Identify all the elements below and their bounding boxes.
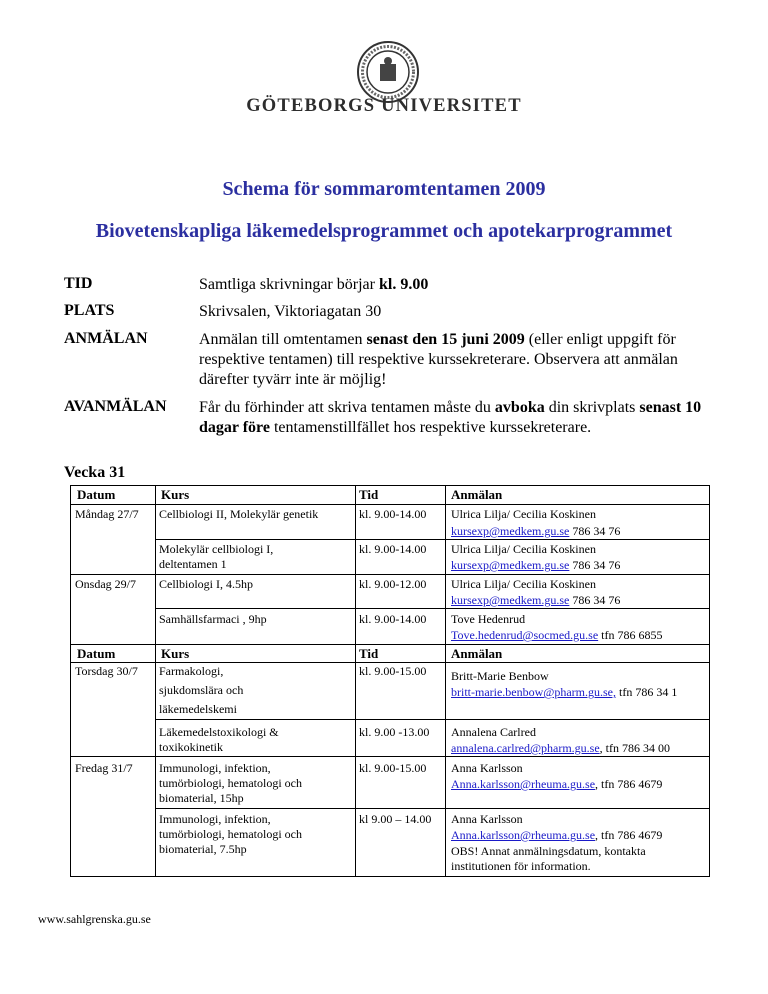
row-email-line: kursexp@medkem.gu.se 786 34 76 [451, 524, 621, 538]
row-contact: Tove Hedenrud [451, 612, 526, 626]
plats-label: PLATS [64, 302, 115, 319]
email-link[interactable]: Anna.karlsson@rheuma.gu.se [451, 777, 596, 791]
tid-label: TID [64, 275, 93, 292]
header-anmalan-2: Anmälan [451, 646, 503, 661]
avanmalan-text: Får du förhinder att skriva tentamen måste du avboka din skrivplats senast 10 dagar före tentamenstillfället hos respektive kurssekreterare. [199, 399, 702, 436]
avanmalan-label: AVANMÄLAN [64, 398, 167, 415]
row-kurs: Cellbiologi I, 4.5hp [159, 577, 253, 591]
row-kurs-line2: deltentamen 1 [159, 557, 227, 571]
plats-text: Skrivsalen, Viktoriagatan 30 [199, 303, 382, 320]
row-kurs: Samhällsfarmaci , 9hp [159, 612, 267, 626]
row-contact: Annalena Carlred [451, 725, 536, 739]
email-link[interactable]: Tove.hedenrud@socmed.gu.se [451, 628, 599, 642]
tid-text: Samtliga skrivningar börjar kl. 9.00 [199, 276, 429, 293]
header-datum-2: Datum [77, 646, 116, 661]
row-note-line2: institutionen för information. [451, 859, 591, 873]
email-link[interactable]: kursexp@medkem.gu.se [451, 558, 570, 572]
row-tid: kl 9.00 – 14.00 [359, 812, 432, 826]
schedule-table [70, 485, 710, 877]
anmalan-label: ANMÄLAN [64, 330, 148, 347]
row-email-line: annalena.carlred@pharm.gu.se, tfn 786 34 00 [451, 741, 670, 755]
row-email-line: kursexp@medkem.gu.se 786 34 76 [451, 593, 621, 607]
row-kurs: Molekylär cellbiologi I, [159, 542, 274, 556]
footer-url: www.sahlgrenska.gu.se [38, 912, 151, 926]
row-tid: kl. 9.00-15.00 [359, 664, 427, 678]
row-kurs-line2: sjukdomslära och [159, 683, 244, 697]
row-tid: kl. 9.00-15.00 [359, 761, 427, 775]
anmalan-text: Anmälan till omtentamen senast den 15 juni 2009 (eller enligt uppgift för respektive tentamen) till respektive kurssekreterare. Observera att anmälan därefter tyvärr inte är möjlig! [199, 331, 678, 388]
header-anmalan: Anmälan [451, 487, 503, 502]
page-subtitle: Biovetenskapliga läkemedelsprogrammet och apotekarprogrammet [95, 220, 673, 242]
row-kurs-line3: läkemedelskemi [159, 702, 237, 716]
row-kurs: Immunologi, infektion, [159, 812, 271, 826]
row-kurs-line2: tumörbiologi, hematologi och [159, 827, 302, 841]
row-datum: Fredag 31/7 [75, 761, 133, 775]
row-kurs: Läkemedelstoxikologi & [159, 725, 279, 739]
row-datum: Onsdag 29/7 [75, 577, 136, 591]
email-link[interactable]: britt-marie.benbow@pharm.gu.se, [451, 685, 617, 699]
row-kurs-line2: toxikokinetik [159, 740, 223, 754]
row-kurs-line3: biomaterial, 7.5hp [159, 842, 247, 856]
row-kurs: Farmakologi, [159, 664, 224, 678]
row-email-line: britt-marie.benbow@pharm.gu.se, tfn 786 34 1 [451, 685, 678, 699]
row-tid: kl. 9.00-14.00 [359, 612, 427, 626]
row-tid: kl. 9.00-12.00 [359, 577, 427, 591]
header-tid-2: Tid [359, 646, 379, 661]
row-kurs: Immunologi, infektion, [159, 761, 271, 775]
university-name: GÖTEBORGS UNIVERSITET [246, 96, 522, 116]
row-contact: Britt-Marie Benbow [451, 669, 549, 683]
row-kurs-line3: biomaterial, 15hp [159, 791, 244, 805]
header-tid: Tid [359, 487, 379, 502]
university-seal-logo [356, 40, 420, 104]
email-link[interactable]: kursexp@medkem.gu.se [451, 593, 570, 607]
row-contact: Ulrica Lilja/ Cecilia Koskinen [451, 542, 596, 556]
email-link[interactable]: annalena.carlred@pharm.gu.se [451, 741, 600, 755]
row-email-line: Tove.hedenrud@socmed.gu.se tfn 786 6855 [451, 628, 663, 642]
header-kurs-2: Kurs [161, 646, 190, 661]
row-datum: Torsdag 30/7 [75, 664, 138, 678]
row-tid: kl. 9.00-14.00 [359, 542, 427, 556]
row-kurs-line2: tumörbiologi, hematologi och [159, 776, 302, 790]
row-tid: kl. 9.00-14.00 [359, 507, 427, 521]
email-link[interactable]: Anna.karlsson@rheuma.gu.se [451, 828, 596, 842]
week-heading: Vecka 31 [64, 464, 126, 481]
page-title: Schema för sommaromtentamen 2009 [222, 178, 546, 200]
row-email-line: Anna.karlsson@rheuma.gu.se, tfn 786 4679 [451, 828, 663, 842]
row-contact: Ulrica Lilja/ Cecilia Koskinen [451, 507, 596, 521]
row-email-line: Anna.karlsson@rheuma.gu.se, tfn 786 4679 [451, 777, 663, 791]
header-datum: Datum [77, 487, 116, 502]
row-email-line: kursexp@medkem.gu.se 786 34 76 [451, 558, 621, 572]
row-datum: Måndag 27/7 [75, 507, 139, 521]
row-kurs: Cellbiologi II, Molekylär genetik [159, 507, 319, 521]
email-link[interactable]: kursexp@medkem.gu.se [451, 524, 570, 538]
row-contact: Anna Karlsson [451, 761, 523, 775]
row-contact: Ulrica Lilja/ Cecilia Koskinen [451, 577, 596, 591]
row-contact: Anna Karlsson [451, 812, 523, 826]
row-tid: kl. 9.00 -13.00 [359, 725, 430, 739]
row-note: OBS! Annat anmälningsdatum, kontakta [451, 844, 646, 858]
header-kurs: Kurs [161, 487, 190, 502]
